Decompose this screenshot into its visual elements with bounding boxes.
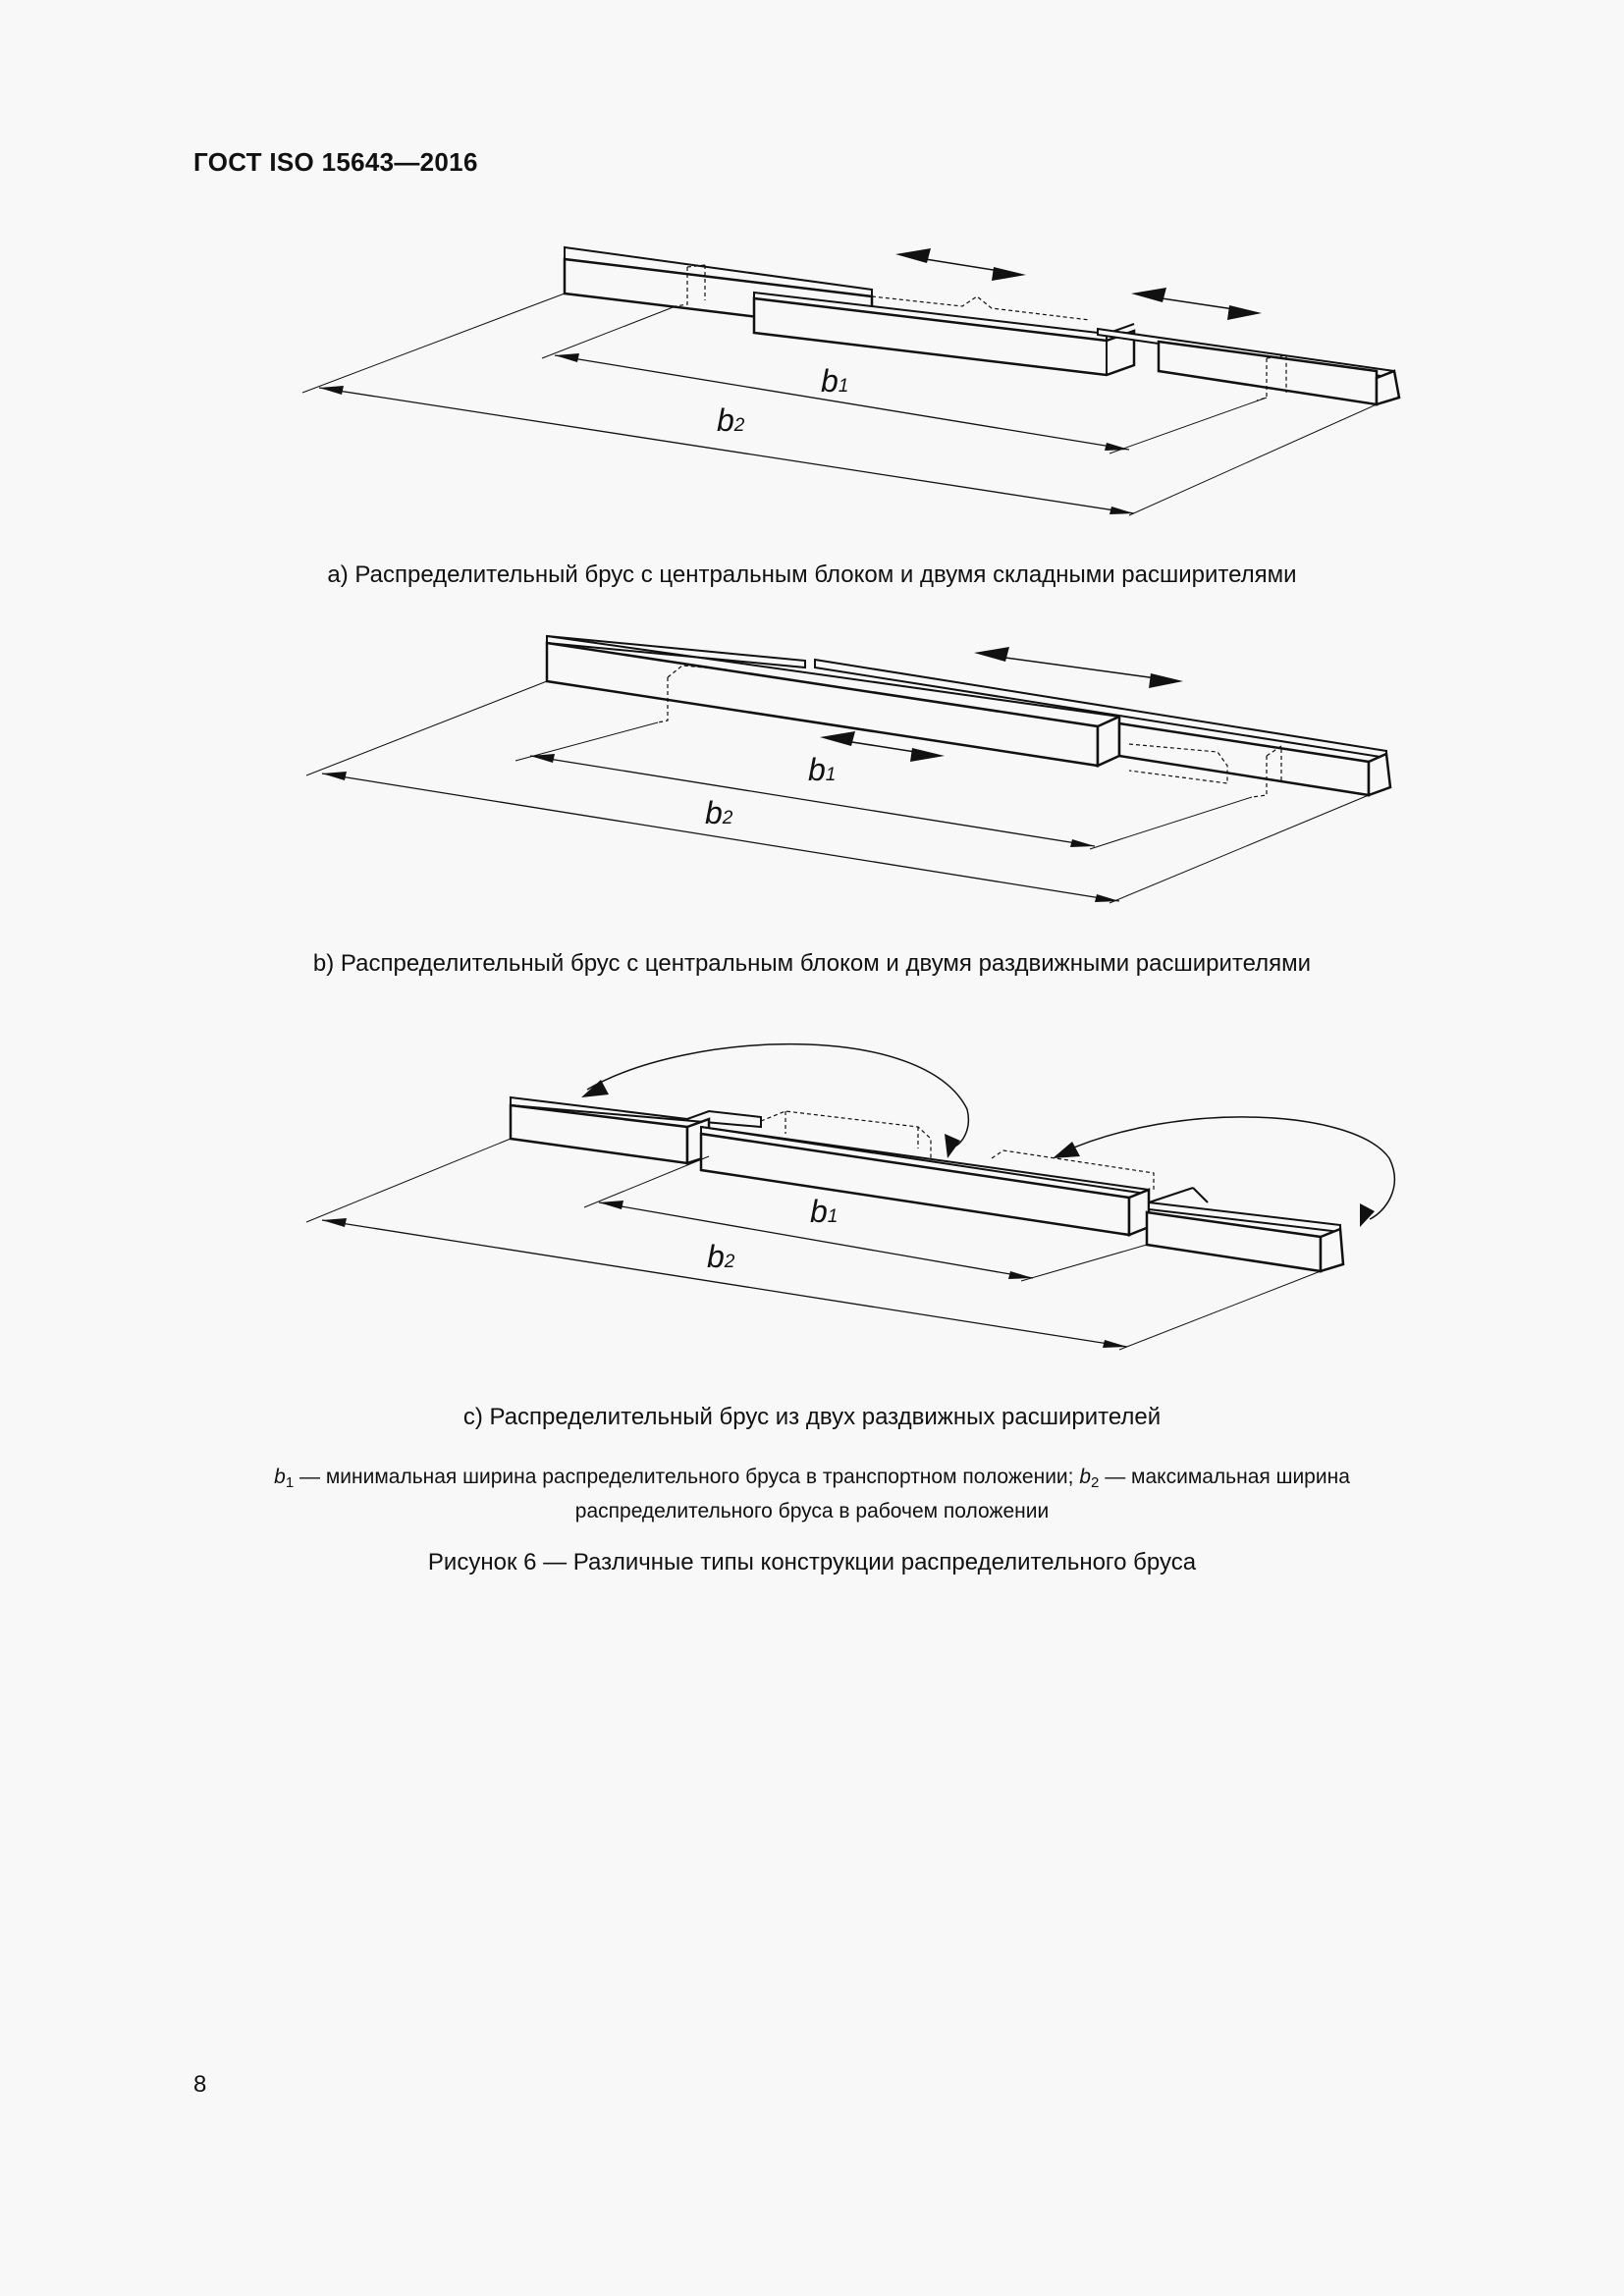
legend-b1-subscript: 1 <box>285 1474 295 1491</box>
legend-b2-subscript: 2 <box>1091 1474 1100 1491</box>
b2-subscript: 2 <box>733 415 745 436</box>
figure-c-drawing <box>0 1011 1624 1374</box>
figure-legend <box>0 1463 1624 1525</box>
b1-subscript: 1 <box>827 1206 839 1227</box>
b2-symbol: b <box>717 402 734 438</box>
figure-b-b1-label <box>808 752 836 788</box>
legend-b1-symbol: b <box>274 1466 286 1488</box>
figure-c-b2-label <box>707 1239 734 1275</box>
figure-b-drawing <box>0 618 1624 923</box>
legend-b2-symbol: b <box>1079 1466 1092 1488</box>
legend-b1-text: — минимальная ширина распределительного бруса в транспортном положении; <box>294 1466 1080 1488</box>
b2-symbol: b <box>707 1239 725 1274</box>
document-header: ГОСТ ISO 15643—2016 <box>193 147 478 177</box>
figure-a-caption: a) Распределительный брус с центральным блоком и двумя складными расширителями <box>327 561 1297 588</box>
b2-subscript: 2 <box>724 1252 735 1272</box>
legend-b2-text: — максимальная ширина <box>1099 1466 1350 1488</box>
figure-b-b2-label <box>705 795 732 831</box>
page-number: 8 <box>193 2071 207 2098</box>
figure-a-drawing <box>0 236 1624 530</box>
figure-b-caption: b) Распределительный брус с центральным блоком и двумя раздвижными расширителями <box>312 950 1312 977</box>
b1-symbol: b <box>808 752 826 787</box>
b1-symbol: b <box>821 363 839 399</box>
figure-c-b1-label <box>810 1194 838 1230</box>
figure-a-b1-label <box>821 363 848 400</box>
b1-subscript: 1 <box>825 765 837 785</box>
b1-subscript: 1 <box>838 376 849 397</box>
figure-title: Рисунок 6 — Различные типы конструкции распределительного бруса <box>427 1549 1197 1575</box>
b2-symbol: b <box>705 795 723 830</box>
legend-line-1 <box>0 1463 1624 1497</box>
b1-symbol: b <box>810 1194 828 1229</box>
b2-subscript: 2 <box>722 808 733 828</box>
figure-a-b2-label <box>717 402 744 439</box>
legend-line-2: распределительного бруса в рабочем положении <box>574 1500 1050 1522</box>
figure-c-caption: c) Распределительный брус из двух раздвижных расширителей <box>462 1404 1162 1430</box>
